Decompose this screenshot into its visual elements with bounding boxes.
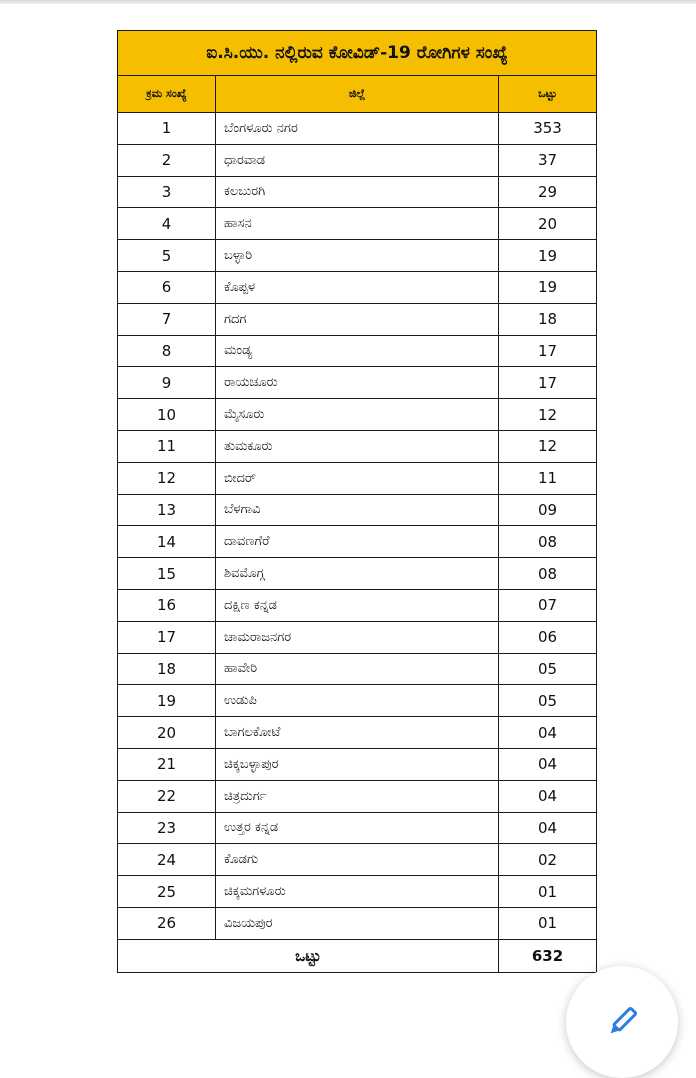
district-cell: ಬೆಳಗಾವಿ [216,494,499,526]
district-cell: ಬಾಗಲಕೋಟೆ [216,717,499,749]
total-header: ಒಟ್ಟು [499,76,597,113]
serial-cell: 23 [118,812,216,844]
total-cell: 11 [499,462,597,494]
table-body [118,113,597,940]
total-cell: 08 [499,558,597,590]
total-cell: 17 [499,367,597,399]
serial-cell: 6 [118,271,216,303]
district-cell: ವಿಜಯಪುರ [216,907,499,939]
district-cell: ಚಿಕ್ಕಬಳ್ಳಾಪುರ [216,748,499,780]
district-cell: ತುಮಕೂರು [216,430,499,462]
table-row [118,526,597,558]
table-row [118,685,597,717]
district-cell: ಚಾಮರಾಜನಗರ [216,621,499,653]
total-cell: 01 [499,907,597,939]
grand-total: 632 [499,939,597,972]
serial-cell: 14 [118,526,216,558]
table-row [118,589,597,621]
total-cell: 37 [499,144,597,176]
serial-cell: 18 [118,653,216,685]
district-cell: ಚಿಕ್ಕಮಗಳೂರು [216,876,499,908]
serial-cell: 11 [118,430,216,462]
table-row [118,780,597,812]
serial-cell: 20 [118,717,216,749]
total-cell: 09 [499,494,597,526]
serial-cell: 24 [118,844,216,876]
serial-cell: 2 [118,144,216,176]
table-row [118,303,597,335]
serial-cell: 10 [118,399,216,431]
district-cell: ಹಾವೇರಿ [216,653,499,685]
serial-cell: 12 [118,462,216,494]
table-row [118,812,597,844]
district-cell: ಬೀದರ್ [216,462,499,494]
serial-cell: 21 [118,748,216,780]
district-cell: ಕೊಪ್ಪಳ [216,271,499,303]
icu-covid-table [117,30,597,973]
district-cell: ಕಲಬುರಗಿ [216,176,499,208]
district-cell: ಚಿತ್ರದುರ್ಗ [216,780,499,812]
table-row [118,748,597,780]
table-row [118,240,597,272]
table-row [118,367,597,399]
table-row [118,208,597,240]
district-cell: ಮಂಡ್ಯ [216,335,499,367]
district-cell: ಹಾಸನ [216,208,499,240]
serial-cell: 15 [118,558,216,590]
district-cell: ಉಡುಪಿ [216,685,499,717]
district-cell: ಬಳ್ಳಾರಿ [216,240,499,272]
table-row [118,144,597,176]
total-cell: 06 [499,621,597,653]
table-row [118,271,597,303]
total-cell: 01 [499,876,597,908]
table-row [118,462,597,494]
serial-cell: 7 [118,303,216,335]
total-cell: 04 [499,780,597,812]
total-cell: 353 [499,113,597,145]
table-row [118,844,597,876]
total-cell: 04 [499,717,597,749]
total-cell: 08 [499,526,597,558]
total-cell: 18 [499,303,597,335]
table-row [118,399,597,431]
table-row [118,621,597,653]
table-row [118,876,597,908]
total-cell: 12 [499,399,597,431]
serial-cell: 5 [118,240,216,272]
district-cell: ಮೈಸೂರು [216,399,499,431]
total-cell: 05 [499,653,597,685]
table-row [118,558,597,590]
serial-cell: 19 [118,685,216,717]
serial-header: ಕ್ರಮ ಸಂಖ್ಯೆ [118,76,216,113]
district-cell: ದಾವಣಗೆರೆ [216,526,499,558]
total-cell: 19 [499,271,597,303]
serial-cell: 13 [118,494,216,526]
total-label: ಒಟ್ಟು [118,939,499,972]
total-row [118,939,597,972]
district-cell: ಶಿವಮೊಗ್ಗ [216,558,499,590]
edit-button[interactable] [566,966,678,1078]
serial-cell: 1 [118,113,216,145]
table-row [118,494,597,526]
table-row [118,335,597,367]
table-row [118,653,597,685]
top-divider [0,0,696,4]
serial-cell: 16 [118,589,216,621]
total-cell: 19 [499,240,597,272]
total-cell: 04 [499,812,597,844]
pencil-icon [602,1002,642,1042]
total-cell: 29 [499,176,597,208]
district-cell: ಉತ್ತರ ಕನ್ನಡ [216,812,499,844]
serial-cell: 22 [118,780,216,812]
table-row [118,176,597,208]
district-header: ಜಿಲ್ಲೆ [216,76,499,113]
total-cell: 04 [499,748,597,780]
table-row [118,430,597,462]
table-title: ಐ.ಸಿ.ಯು. ನಲ್ಲಿರುವ ಕೋವಿಡ್-19 ರೋಗಿಗಳ ಸಂಖ್ಯೆ [118,31,597,76]
district-cell: ಬೆಂಗಳೂರು ನಗರ [216,113,499,145]
serial-cell: 4 [118,208,216,240]
serial-cell: 3 [118,176,216,208]
district-cell: ದಕ್ಷಿಣ ಕನ್ನಡ [216,589,499,621]
district-cell: ಗದಗ [216,303,499,335]
serial-cell: 17 [118,621,216,653]
serial-cell: 25 [118,876,216,908]
table-row [118,113,597,145]
serial-cell: 9 [118,367,216,399]
serial-cell: 8 [118,335,216,367]
total-cell: 07 [499,589,597,621]
table-row [118,717,597,749]
total-cell: 12 [499,430,597,462]
total-cell: 02 [499,844,597,876]
district-cell: ಧಾರವಾಡ [216,144,499,176]
total-cell: 05 [499,685,597,717]
serial-cell: 26 [118,907,216,939]
district-cell: ರಾಯಚೂರು [216,367,499,399]
total-cell: 17 [499,335,597,367]
total-cell: 20 [499,208,597,240]
district-cell: ಕೊಡಗು [216,844,499,876]
table-row [118,907,597,939]
